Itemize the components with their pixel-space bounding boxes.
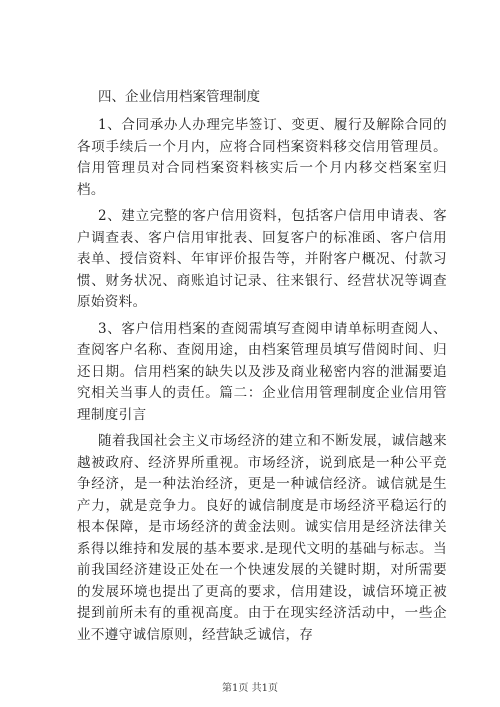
paragraph-customer-credit-data: 2、建立完整的客户信用资料，包括客户信用申请表、客户调查表、客户信用审批表、回复客户的标准函、客户信用表单、授信资料、年审评价报告等，并附客户概况、付款习惯、财务状况、商账追讨记录、往来银行、经营状况等调查原始资料。 [77, 208, 447, 310]
paragraph-credit-file-access: 3、客户信用档案的查阅需填写查阅申请单标明查阅人、查阅客户名称、查阅用途，由档案管理员填写借阅时间、归还日期。信用档案的缺失以及涉及商业秘密内容的泄漏要追究相关当事人的责任。篇二：企业信用管理制度企业信用管理制度引言 [77, 320, 447, 423]
paragraph-contract-archive: 1、合同承办人办理完毕签订、变更、履行及解除合同的各项手续后一个月内，应将合同档案资料移交信用管理员。信用管理员对合同档案资料核实后一个月内移交档案室归档。 [77, 117, 447, 198]
section-heading: 四、企业信用档案管理制度 [98, 89, 260, 105]
paragraph-introduction: 随着我国社会主义市场经济的建立和不断发展，诚信越来越被政府、经济界所重视。市场经济，说到底是一种公平竞争经济，是一种法治经济，更是一种诚信经济。诚信就是生产力，就是竞争力。良好的诚信制度是市场经济平稳运行的根本保障，是市场经济的黄金法则。诚实信用是经济法律关系得以维持和发展的基本要求.是现代文明的基础与标志。当前我国经济建设正处在一个快速发展的关键时期，对所需要的发展环境也提出了更高的要求，信用建设，诚信环境正被提到前所未有的重视高度。由于在现实经济活动中，一些企业不遵守诚信原则，经营缺乏诚信，存 [77, 433, 447, 643]
document-body [77, 86, 447, 646]
page-number-footer: 第1页 共1页 [222, 683, 278, 694]
